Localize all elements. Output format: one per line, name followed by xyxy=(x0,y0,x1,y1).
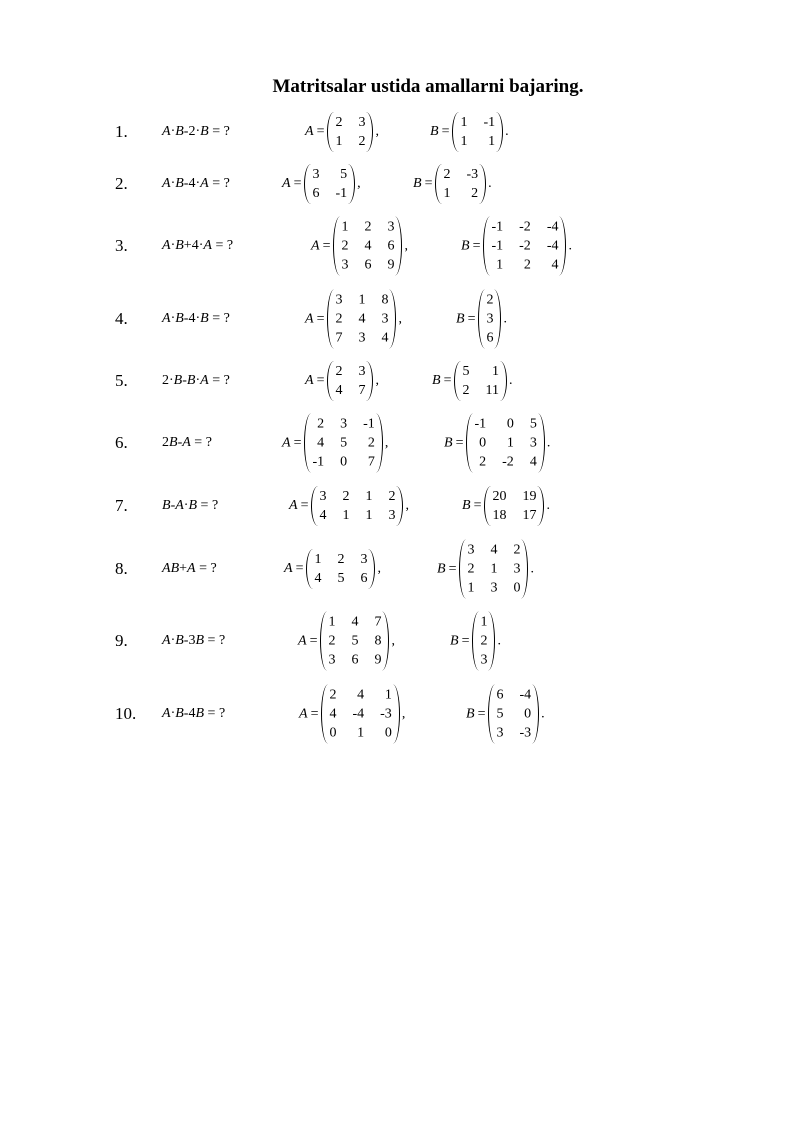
matrix-cell: -1 xyxy=(491,219,504,235)
matrix-cell: -4 xyxy=(352,706,365,722)
matrix-a-label: A xyxy=(299,706,308,721)
matrix-a-entries xyxy=(312,414,374,473)
matrix-b xyxy=(462,486,550,526)
equals-sign: = xyxy=(295,561,304,576)
matrix-cell: 6 xyxy=(360,571,368,586)
matrix-cell: 4 xyxy=(329,706,337,722)
matrix-b xyxy=(430,112,509,152)
right-paren xyxy=(531,685,539,744)
matrix-b-punctuation: . xyxy=(508,373,513,388)
matrix-cell: 1 xyxy=(341,219,349,235)
problem-expression: 2B-A = ? xyxy=(162,435,212,450)
matrix-a xyxy=(305,112,379,152)
matrix-cell: 2 xyxy=(513,542,521,558)
matrix-cell: 3 xyxy=(490,580,498,596)
matrix-b-entries xyxy=(467,540,520,599)
matrix-cell: -3 xyxy=(519,725,532,741)
matrix-a-label: A xyxy=(305,124,314,139)
right-paren xyxy=(367,549,375,589)
matrix-b xyxy=(456,290,507,349)
matrix-b-entries xyxy=(460,112,495,152)
matrix-cell: 2 xyxy=(335,115,343,130)
left-paren xyxy=(304,414,312,473)
left-paren xyxy=(306,549,314,589)
matrix-cell: 0 xyxy=(329,725,337,741)
matrix-cell: 2 xyxy=(388,489,396,504)
equals-sign: = xyxy=(309,633,318,648)
matrix-cell: -3 xyxy=(380,706,392,722)
matrix-b-label: B xyxy=(432,373,441,388)
right-paren xyxy=(392,685,400,744)
problem-number: 7. xyxy=(115,496,128,515)
matrix-cell: 1 xyxy=(365,489,373,504)
right-paren xyxy=(395,486,403,526)
problem-expression: AB+A = ? xyxy=(162,561,217,576)
left-paren xyxy=(466,414,474,473)
matrix-a-label: A xyxy=(298,633,307,648)
matrix-b-label: B xyxy=(462,498,471,513)
matrix-cell: 2 xyxy=(335,311,343,327)
matrix-b-entries xyxy=(480,612,487,671)
matrix-cell: 1 xyxy=(506,435,514,451)
matrix-cell: 0 xyxy=(384,725,392,741)
equals-sign: = xyxy=(473,498,482,513)
matrix-b-punctuation: . xyxy=(546,435,551,450)
matrix-a-label: A xyxy=(311,238,320,253)
matrix-a-punctuation: , xyxy=(391,633,395,648)
right-paren xyxy=(478,164,486,204)
left-paren xyxy=(327,290,335,349)
matrix-cell: 8 xyxy=(374,633,382,649)
matrix-cell: -2 xyxy=(519,219,531,235)
matrix-cell: 4 xyxy=(319,508,327,523)
equals-sign: = xyxy=(477,706,486,721)
matrix-b-punctuation: . xyxy=(503,311,507,326)
right-paren xyxy=(493,290,501,349)
right-paren xyxy=(347,164,355,204)
matrix-a-entries xyxy=(328,612,381,671)
matrix-a xyxy=(284,549,381,589)
equals-sign: = xyxy=(293,435,302,450)
equals-sign: = xyxy=(424,176,433,191)
matrix-b-punctuation: . xyxy=(546,498,550,513)
left-paren xyxy=(327,112,335,152)
matrix-b xyxy=(432,361,512,401)
matrix-cell: -1 xyxy=(312,454,325,470)
matrix-cell: 4 xyxy=(351,614,359,630)
left-paren xyxy=(488,685,496,744)
matrix-b-label: B xyxy=(450,633,459,648)
matrix-a xyxy=(282,164,361,204)
matrix-cell: -4 xyxy=(519,687,532,703)
problem-expression: A·B-3B = ? xyxy=(162,633,226,648)
matrix-cell: 20 xyxy=(492,489,507,504)
matrix-cell: -1 xyxy=(363,416,375,432)
matrix-cell: 3 xyxy=(529,435,537,451)
matrix-cell: 3 xyxy=(319,489,327,504)
matrix-cell: 1 xyxy=(358,292,366,308)
matrix-b xyxy=(461,217,572,276)
matrix-a-punctuation: , xyxy=(357,176,361,191)
equals-sign: = xyxy=(467,311,476,326)
matrix-cell: 7 xyxy=(367,454,375,470)
equals-sign: = xyxy=(316,124,325,139)
matrix-a-entries xyxy=(335,112,365,152)
matrix-cell: 5 xyxy=(462,364,470,379)
matrix-cell: 4 xyxy=(317,435,325,451)
matrix-cell: -3 xyxy=(466,167,479,182)
left-paren xyxy=(459,540,467,599)
matrix-cell: 3 xyxy=(486,311,494,327)
matrix-a-label: A xyxy=(282,176,291,191)
equals-sign: = xyxy=(322,238,331,253)
matrix-b-punctuation: . xyxy=(530,561,534,576)
matrix-b xyxy=(466,685,545,744)
matrix-a xyxy=(311,217,408,276)
right-paren xyxy=(537,414,545,473)
left-paren xyxy=(321,685,329,744)
matrix-cell: 2 xyxy=(467,561,475,577)
matrix-cell: 6 xyxy=(312,186,320,201)
matrix-cell: 4 xyxy=(364,238,372,254)
matrix-b-entries xyxy=(443,164,478,204)
matrix-cell: 1 xyxy=(342,508,350,523)
matrix-a-entries xyxy=(335,290,388,349)
matrix-cell: 3 xyxy=(513,561,521,577)
matrix-cell: 3 xyxy=(340,416,348,432)
problem-expression: B-A·B = ? xyxy=(162,498,219,513)
matrix-cell: 3 xyxy=(480,652,488,668)
matrix-cell: 2 xyxy=(342,489,350,504)
right-paren xyxy=(394,217,402,276)
matrix-cell: 4 xyxy=(358,311,366,327)
matrix-cell: 6 xyxy=(496,687,504,703)
problem-number: 8. xyxy=(115,559,128,578)
right-paren xyxy=(536,486,544,526)
matrix-a-punctuation: , xyxy=(377,561,381,576)
matrix-b-label: B xyxy=(466,706,475,721)
matrix-cell: 1 xyxy=(443,186,451,201)
matrix-b-entries xyxy=(462,361,498,401)
matrix-cell: 4 xyxy=(529,454,537,470)
matrix-cell: 7 xyxy=(335,330,343,346)
matrix-cell: 19 xyxy=(522,489,537,504)
matrix-cell: 1 xyxy=(467,580,475,596)
matrix-cell: -1 xyxy=(491,238,504,254)
matrix-b-label: B xyxy=(444,435,453,450)
right-paren xyxy=(520,540,528,599)
matrix-cell: -2 xyxy=(502,454,514,470)
matrix-cell: 1 xyxy=(488,134,496,149)
matrix-b-punctuation: . xyxy=(568,238,572,253)
problem-expression: A·B-4·B = ? xyxy=(162,311,230,326)
equals-sign: = xyxy=(448,561,457,576)
matrix-a-entries xyxy=(341,217,394,276)
left-paren xyxy=(478,290,486,349)
matrix-cell: 4 xyxy=(314,571,322,586)
matrix-b-punctuation: . xyxy=(488,176,492,191)
equals-sign: = xyxy=(472,238,481,253)
equals-sign: = xyxy=(441,124,450,139)
matrix-cell: -1 xyxy=(335,186,348,201)
matrix-b-entries xyxy=(486,290,493,349)
problem-expression: A·B-4B = ? xyxy=(162,706,226,721)
matrix-cell: 4 xyxy=(551,257,559,273)
right-paren xyxy=(381,612,389,671)
left-paren xyxy=(333,217,341,276)
matrix-b xyxy=(450,612,501,671)
matrix-cell: 5 xyxy=(337,571,345,586)
equals-sign: = xyxy=(293,176,302,191)
left-paren xyxy=(454,361,462,401)
matrix-a-punctuation: , xyxy=(405,498,409,513)
matrix-cell: 2 xyxy=(523,257,531,273)
problem-expression: A·B-4·A = ? xyxy=(162,176,230,191)
matrix-cell: 0 xyxy=(524,706,532,722)
matrix-cell: 3 xyxy=(496,725,504,741)
matrix-cell: 3 xyxy=(360,552,368,567)
matrix-cell: 1 xyxy=(314,552,322,567)
matrix-a-punctuation: , xyxy=(375,373,379,388)
matrix-cell: 2 xyxy=(479,454,487,470)
matrix-cell: 1 xyxy=(384,687,392,703)
matrix-cell: 2 xyxy=(329,687,337,703)
matrix-cell: 4 xyxy=(357,687,365,703)
matrix-b-label: B xyxy=(456,311,465,326)
matrix-cell: 8 xyxy=(381,292,389,308)
equals-sign: = xyxy=(300,498,309,513)
matrix-cell: 1 xyxy=(480,614,488,630)
left-paren xyxy=(483,217,491,276)
matrix-b xyxy=(444,414,550,473)
matrix-cell: 0 xyxy=(479,435,487,451)
matrix-cell: 4 xyxy=(490,542,498,558)
matrix-b-label: B xyxy=(430,124,439,139)
matrix-cell: 1 xyxy=(490,561,498,577)
matrix-b-label: B xyxy=(437,561,446,576)
matrix-a-punctuation: , xyxy=(404,238,408,253)
matrix-b-punctuation: . xyxy=(541,706,545,721)
matrix-b-entries xyxy=(492,486,536,526)
matrix-b xyxy=(413,164,492,204)
equals-sign: = xyxy=(461,633,470,648)
matrix-cell: 3 xyxy=(358,115,366,130)
page-title: Matritsalar ustida amallarni bajaring. xyxy=(272,76,584,97)
matrix-a-punctuation: , xyxy=(398,311,402,326)
matrix-b-punctuation: . xyxy=(497,633,501,648)
problem-number: 3. xyxy=(115,236,128,255)
matrix-a-punctuation: , xyxy=(401,706,406,721)
matrix-cell: 9 xyxy=(374,652,382,668)
matrix-a xyxy=(289,486,409,526)
right-paren xyxy=(495,112,503,152)
matrix-cell: 0 xyxy=(513,580,521,596)
matrix-cell: 2 xyxy=(480,633,488,649)
matrix-cell: 3 xyxy=(381,311,389,327)
matrix-b-entries xyxy=(496,685,531,744)
matrix-cell: 1 xyxy=(496,257,504,273)
matrix-cell: 4 xyxy=(381,330,389,346)
matrix-cell: -1 xyxy=(474,416,487,432)
matrix-cell: 3 xyxy=(341,257,349,273)
matrix-cell: 0 xyxy=(340,454,348,470)
matrix-cell: 9 xyxy=(387,257,395,273)
problem-expression: A·B+4·A = ? xyxy=(162,238,234,253)
matrix-cell: 2 xyxy=(364,219,372,235)
matrix-cell: 3 xyxy=(358,330,366,346)
left-paren xyxy=(327,361,335,401)
matrix-b-entries xyxy=(474,414,536,473)
matrix-a-entries xyxy=(314,549,367,589)
matrix-cell: 2 xyxy=(337,552,345,567)
matrix-cell: 2 xyxy=(471,186,479,201)
matrix-a-punctuation: , xyxy=(384,435,389,450)
matrix-cell: 1 xyxy=(335,134,343,149)
left-paren xyxy=(484,486,492,526)
problem-number: 10. xyxy=(115,704,137,723)
matrix-cell: 2 xyxy=(443,167,451,182)
matrix-cell: 2 xyxy=(486,292,494,308)
matrix-a-label: A xyxy=(305,311,314,326)
matrix-cell: 2 xyxy=(328,633,336,649)
right-paren xyxy=(365,112,373,152)
equals-sign: = xyxy=(316,373,325,388)
matrix-cell: 0 xyxy=(506,416,514,432)
matrix-cell: 3 xyxy=(358,364,366,379)
matrix-a-label: A xyxy=(305,373,314,388)
matrix-cell: 4 xyxy=(335,383,343,398)
left-paren xyxy=(452,112,460,152)
matrix-cell: 1 xyxy=(491,364,499,379)
matrix-a-label: A xyxy=(282,435,291,450)
matrix-cell: 6 xyxy=(387,238,395,254)
matrix-cell: 2 xyxy=(341,238,349,254)
matrix-cell: 3 xyxy=(388,508,396,523)
left-paren xyxy=(320,612,328,671)
matrix-cell: 3 xyxy=(467,542,475,558)
matrix-cell: 3 xyxy=(328,652,336,668)
matrix-a xyxy=(282,414,388,473)
matrix-cell: 1 xyxy=(460,115,468,130)
matrix-a-entries xyxy=(329,685,391,744)
matrix-cell: 3 xyxy=(387,219,395,235)
matrix-cell: 2 xyxy=(358,134,366,149)
matrix-cell: 11 xyxy=(485,383,499,398)
matrix-b-label: B xyxy=(461,238,470,253)
problem-number: 9. xyxy=(115,631,128,650)
problem-expression: A·B-2·B = ? xyxy=(162,124,230,139)
problem-expression: 2·B-B·A = ? xyxy=(162,373,230,388)
right-paren xyxy=(375,414,383,473)
matrix-cell: 2 xyxy=(335,364,343,379)
matrix-a-entries xyxy=(312,164,347,204)
matrix-cell: -1 xyxy=(483,115,496,130)
matrix-a xyxy=(299,685,405,744)
matrix-cell: 2 xyxy=(317,416,325,432)
matrix-a-label: A xyxy=(289,498,298,513)
matrix-cell: 1 xyxy=(357,725,365,741)
left-paren xyxy=(304,164,312,204)
matrix-cell: 3 xyxy=(335,292,343,308)
matrix-cell: -2 xyxy=(519,238,531,254)
matrix-a-entries xyxy=(319,486,395,526)
right-paren xyxy=(365,361,373,401)
matrix-b-label: B xyxy=(413,176,422,191)
right-paren xyxy=(388,290,396,349)
equals-sign: = xyxy=(443,373,452,388)
matrix-cell: 1 xyxy=(365,508,373,523)
problem-number: 4. xyxy=(115,309,128,328)
problem-number: 1. xyxy=(115,122,128,141)
matrix-cell: 5 xyxy=(496,706,504,722)
matrix-a-entries xyxy=(335,361,365,401)
matrix-cell: 3 xyxy=(312,167,320,182)
right-paren xyxy=(487,612,495,671)
problem-number: 2. xyxy=(115,174,128,193)
matrix-cell: 6 xyxy=(486,330,494,346)
matrix-cell: 5 xyxy=(340,435,348,451)
matrix-b-punctuation: . xyxy=(505,124,509,139)
matrix-b xyxy=(437,540,534,599)
equals-sign: = xyxy=(310,706,319,721)
matrix-cell: 1 xyxy=(328,614,336,630)
right-paren xyxy=(499,361,507,401)
matrix-a xyxy=(298,612,395,671)
matrix-cell: 5 xyxy=(351,633,359,649)
matrix-cell: 17 xyxy=(522,508,537,523)
matrix-cell: 7 xyxy=(374,614,382,630)
equals-sign: = xyxy=(316,311,325,326)
left-paren xyxy=(311,486,319,526)
matrix-a xyxy=(305,361,379,401)
matrix-cell: 2 xyxy=(367,435,375,451)
problem-number: 6. xyxy=(115,433,128,452)
right-paren xyxy=(558,217,566,276)
left-paren xyxy=(472,612,480,671)
left-paren xyxy=(435,164,443,204)
matrix-cell: 5 xyxy=(340,167,348,182)
matrix-a xyxy=(305,290,402,349)
matrix-cell: 6 xyxy=(351,652,359,668)
problem-number: 5. xyxy=(115,371,128,390)
matrix-cell: -4 xyxy=(546,219,559,235)
matrix-cell: 2 xyxy=(462,383,470,398)
matrix-b-entries xyxy=(491,217,558,276)
matrix-cell: 6 xyxy=(364,257,372,273)
matrix-cell: -4 xyxy=(546,238,559,254)
matrix-a-label: A xyxy=(284,561,293,576)
matrix-cell: 7 xyxy=(358,383,366,398)
matrix-cell: 1 xyxy=(460,134,468,149)
equals-sign: = xyxy=(455,435,464,450)
matrix-cell: 18 xyxy=(492,508,507,523)
matrix-cell: 5 xyxy=(529,416,537,432)
matrix-a-punctuation: , xyxy=(375,124,379,139)
